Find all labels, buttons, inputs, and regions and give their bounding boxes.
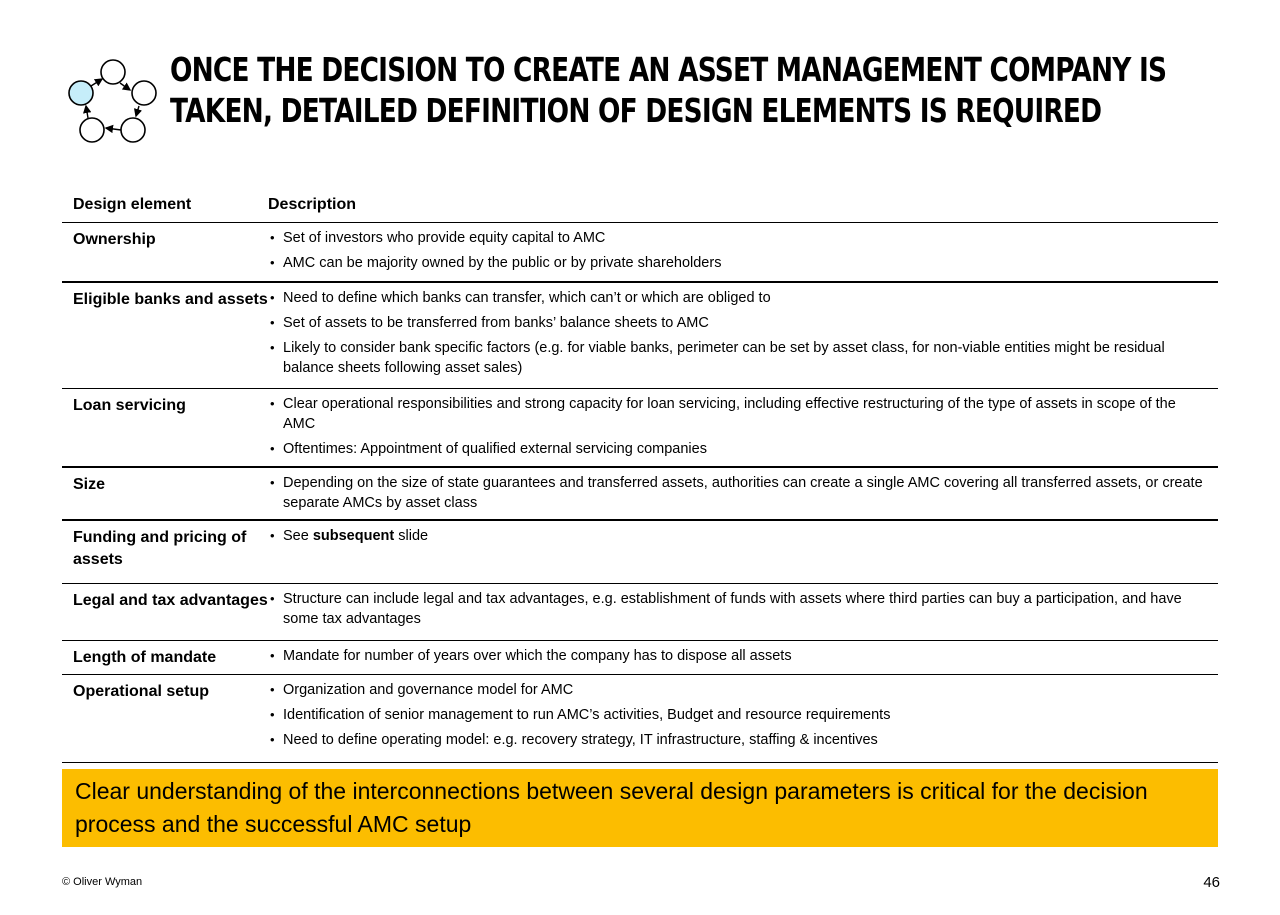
row-element-label: Length of mandate	[73, 649, 217, 666]
page-number: 46	[1203, 874, 1220, 891]
bullet-item	[268, 526, 1210, 546]
row-element-label: Funding and pricing of assets	[73, 529, 247, 568]
row-description	[268, 389, 1218, 466]
table-row	[62, 283, 1218, 389]
header-description: Description	[268, 196, 357, 213]
bullet-item: • Likely to consider bank specific factors (e.g. for viable banks, perimeter can be set by asset class, for non-viable entities might be residual balance sheets following asset sales)	[268, 338, 1210, 378]
bullet-item: • Need to define operating model: e.g. recovery strategy, IT infrastructure, staffing & incentives	[268, 730, 1210, 750]
row-description	[268, 223, 1218, 281]
row-description	[268, 283, 1218, 388]
row-description	[268, 468, 1218, 519]
row-element-label: Ownership	[73, 231, 156, 248]
bullet-item: • Structure can include legal and tax advantages, e.g. establishment of funds with assets where third parties can buy a participation, and have some tax advantages	[268, 589, 1210, 629]
row-description	[268, 641, 1218, 674]
bullet-item: • Mandate for number of years over which the company has to dispose all assets	[268, 646, 1210, 666]
bullet-item: • Organization and governance model for AMC	[268, 680, 1210, 700]
key-takeaway-callout: Clear understanding of the interconnections between several design parameters is critical for the decision process and the successful AMC setup	[62, 769, 1218, 847]
bullet-text-prefix: See	[283, 528, 313, 544]
table-row	[62, 584, 1218, 641]
row-element-label: Loan servicing	[73, 397, 186, 414]
table-row	[62, 521, 1218, 584]
row-element-label: Operational setup	[73, 683, 210, 700]
bullet-text-suffix: slide	[394, 528, 429, 544]
row-description	[268, 584, 1218, 640]
cycle-circles-icon	[66, 56, 160, 146]
bullet-item: • Clear operational responsibilities and strong capacity for loan servicing, including effective restructuring of the type of assets in scope of the AMC	[268, 394, 1210, 434]
bullet-item: • Identification of senior management to run AMC’s activities, Budget and resource requirements	[268, 705, 1210, 725]
design-elements-table	[62, 190, 1218, 763]
bullet-item: • Set of assets to be transferred from banks’ balance sheets to AMC	[268, 313, 1210, 333]
bullet-item: • AMC can be majority owned by the public or by private shareholders	[268, 253, 1210, 273]
page-title: ONCE THE DECISION TO CREATE AN ASSET MANAGEMENT COMPANY IS TAKEN, DETAILED DEFINITION OF DESIGN ELEMENTS IS REQUIRED	[170, 50, 1167, 130]
bullet-item: • Oftentimes: Appointment of qualified external servicing companies	[268, 439, 1210, 459]
row-element-label: Legal and tax advantages	[73, 592, 268, 609]
table-row	[62, 223, 1218, 283]
row-description	[268, 521, 1218, 583]
bullet-item: • Depending on the size of state guarantees and transferred assets, authorities can create a single AMC covering all transferred assets, or create separate AMCs by asset class	[268, 473, 1210, 513]
table-row	[62, 675, 1218, 763]
header-design-element: Design element	[73, 196, 192, 213]
row-element-label: Eligible banks and assets	[73, 291, 268, 308]
row-description	[268, 675, 1218, 762]
table-row	[62, 641, 1218, 675]
bullet-item: • Set of investors who provide equity capital to AMC	[268, 228, 1210, 248]
table-row	[62, 468, 1218, 521]
table-header-row	[62, 190, 1218, 223]
bullet-item: • Need to define which banks can transfer, which can’t or which are obliged to	[268, 288, 1210, 308]
copyright-notice: © Oliver Wyman	[62, 876, 143, 888]
table-row	[62, 389, 1218, 468]
row-element-label: Size	[73, 476, 106, 493]
bullet-text-bold: subsequent	[312, 528, 395, 544]
